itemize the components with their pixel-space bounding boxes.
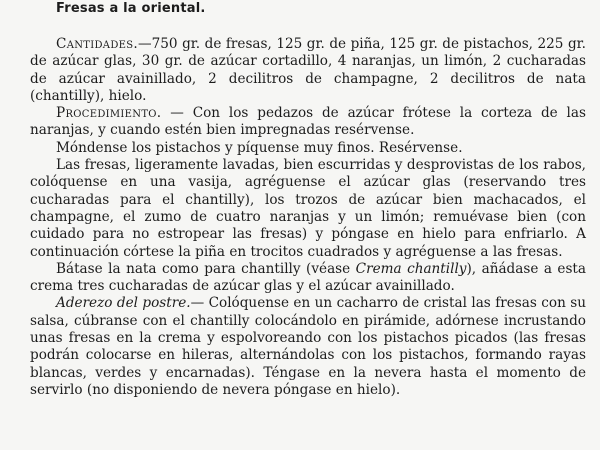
recipe-title: Fresas a la oriental. xyxy=(56,1,206,16)
cream-reference: Crema chantilly xyxy=(355,260,467,277)
procedure-text: — Con los pedazos de azúcar frótese la corteza de las naranjas, y cuando estén bien impregnadas resérvense. xyxy=(30,105,586,139)
recipe-body xyxy=(30,36,586,399)
dressing-paragraph xyxy=(30,295,586,399)
quantities-text: —750 gr. de fresas, 125 gr. de piña, 125 gr. de pistachos, 225 gr. de azúcar glas, 30 gr. de azúcar cortadillo, 4 naranjas, un limón, 2 cucharadas de azúcar avainillado, 2 decilitros de champagne, 2 decilitros de nata (chantilly), hielo. xyxy=(30,36,586,104)
quantities-label: Cantidades. xyxy=(56,36,139,52)
cream-text-before: Bátase la nata como para chantilly (véase xyxy=(56,260,356,277)
quantities-paragraph xyxy=(30,36,586,105)
strawberries-paragraph: Las fresas, ligeramente lavadas, bien escurridas y desprovistas de los rabos, colóquense en una vasija, agréguense el azúcar glas (reservando tres cucharadas para el chantilly), los trozos de azúcar bien machacados, el champagne, el zumo de cuatro naranjas y un limón; remuévase bien (con cuidado para no estropear las fresas) y póngase en hielo para enfriarlo. A continuación córtese la piña en trocitos cuadrados y agréguense a las fresas. xyxy=(30,157,586,260)
cream-text-after: ), añádase a esta crema tres cucharadas de azúcar glas y el azúcar avainillado. xyxy=(30,260,587,295)
pistachios-paragraph: Móndense los pistachos y píquense muy finos. Resérvense. xyxy=(56,139,463,156)
cream-paragraph xyxy=(30,261,586,296)
procedure-paragraph xyxy=(30,105,586,140)
dressing-text: — Colóquense en un cacharro de cristal las fresas con su salsa, cúbranse con el chantilly colocándolo en pirámide, adórnese incrustando unas fresas en la crema y espolvoreando con los pistachos picados (las fresas podrán colocarse en hileras, alternándolas con los pistachos, formando rayas blancas, verdes y encarnadas). Téngase en la nevera hasta el momento de servirlo (no disponiendo de nevera póngase en hielo). xyxy=(30,295,586,398)
dressing-label: Aderezo del postre. xyxy=(56,295,191,312)
procedure-label: Procedimiento. xyxy=(56,105,162,122)
